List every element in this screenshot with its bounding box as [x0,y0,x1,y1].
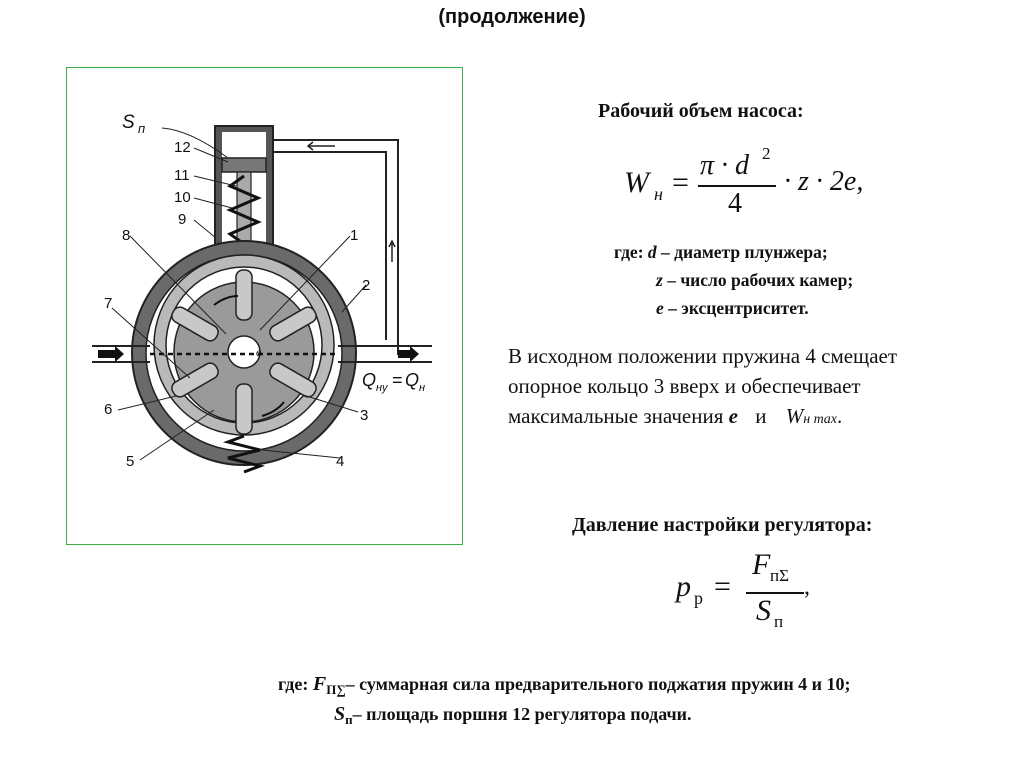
label-2: 2 [362,277,371,294]
pressure-heading: Давление настройки регулятора: [572,514,873,536]
label-q-left: Q [362,370,377,390]
formula-w: W [624,166,649,199]
pressure-formula [676,548,836,632]
volume-formula [624,144,894,230]
label-5: 5 [126,453,135,470]
paragraph-line-2: опорное кольцо 3 вверх и обеспечивает [508,374,861,398]
pump-diagram [66,67,463,545]
where-z: z – число рабочих камер; [656,270,854,290]
p-lhs-sub: р [694,588,703,608]
label-11: 11 [174,167,190,184]
label-6: 6 [104,401,113,418]
paragraph-line-1: В исходном положении пружина 4 смещает [508,344,898,368]
label-3: 3 [360,407,369,424]
paragraph-line-3: максимальные значения e и Wн max. [508,404,843,428]
p-fraction-line [746,592,804,594]
p-tail: , [804,574,810,600]
label-q-left-sub: ну [376,382,388,394]
label-q-right: Q [405,370,420,390]
label-12: 12 [174,139,191,156]
formula-eq: = [672,166,689,199]
formula-num-sup: 2 [762,144,771,163]
regulator-piston [222,158,266,172]
label-e: e [256,348,262,359]
label-4: 4 [336,453,345,470]
p-den-sub: п [774,612,784,631]
fraction-line [698,185,776,187]
volume-heading: Рабочий объем насоса: [598,100,804,122]
label-s: S [122,112,135,133]
formula-w-sub: н [654,184,663,204]
label-7: 7 [104,295,113,312]
where-d: где: d – диаметр плунжера; [614,242,828,262]
p-num-sub: пΣ [770,566,789,585]
label-s-sub: п [138,121,146,136]
where-f: где: $F_{П\sum}-$ суммарная сила предварительного поджатия пружин 4 и 10; [278,673,851,697]
p-lhs: p [676,570,691,603]
label-q-right-sub: н [419,382,426,394]
p-num: F [752,548,771,581]
label-9: 9 [178,211,187,228]
regulator-housing [215,126,273,254]
where-e: e – эксцентриситет. [656,298,809,318]
formula-num: π · d [700,150,750,181]
label-8: 8 [122,227,131,244]
where-s: $S_п-$ площадь поршня 12 регулятора подачи. [334,703,692,727]
formula-den: 4 [728,188,742,219]
formula-rest: · z · 2e, [784,166,864,197]
slide-title: (продолжение) [438,6,586,28]
p-eq: = [714,570,731,603]
label-10: 10 [174,189,191,206]
label-1: 1 [350,227,359,244]
p-den: S [756,594,771,627]
label-q-eq: = [392,370,403,390]
